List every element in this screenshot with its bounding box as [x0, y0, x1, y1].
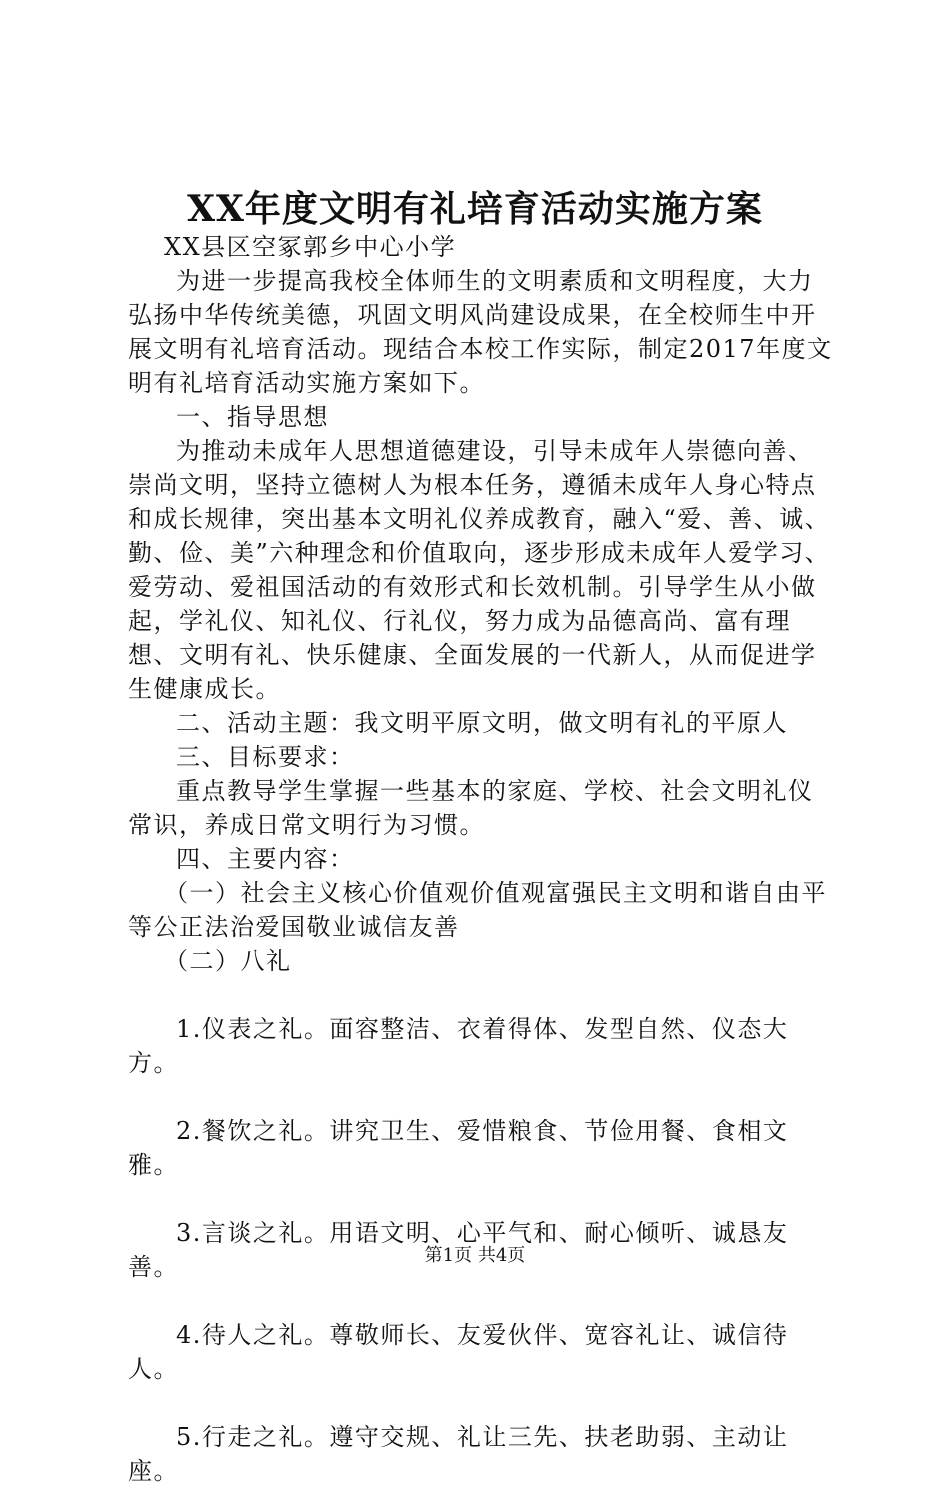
intro-paragraph: 为进一步提高我校全体师生的文明素质和文明程度，大力弘扬中华传统美德，巩固文明风尚建设成果，在全校师生中开展文明有礼培育活动。现结合本校工作实际，制定2017年度文明有礼培育活动实施方案如下。: [128, 267, 833, 397]
etiquette-item: 5.行走之礼。遵守交规、礼让三先、扶老助弱、主动让座。: [128, 1423, 789, 1485]
etiquette-item: 3.言谈之礼。用语文明、心平气和、耐心倾听、诚恳友善。: [128, 1219, 789, 1281]
etiquette-item: 1.仪表之礼。面容整洁、衣着得体、发型自然、仪态大方。: [128, 1015, 789, 1077]
subsection-eight-etiquettes: （二）八礼: [164, 947, 292, 975]
school-name: XX县区空冢郭乡中心小学: [164, 233, 457, 261]
goals-paragraph: 重点教导学生掌握一些基本的家庭、学校、社会文明礼仪常识，养成日常文明行为习惯。: [128, 777, 814, 839]
section-heading-goals: 三、目标要求：: [176, 743, 355, 771]
document-title: XX年度文明有礼培育活动实施方案: [187, 188, 763, 230]
guiding-thought-paragraph: 为推动未成年人思想道德建设，引导未成年人崇德向善、崇尚文明，坚持立德树人为根本任务，遵循未成年人身心特点和成长规律，突出基本文明礼仪养成教育，融入“爱、善、诚、勤、俭、美”六种理念和价值取向，逐步形成未成年人爱学习、爱劳动、爱祖国活动的有效形式和长效机制。引导学生从小做起，学礼仪、知礼仪、行礼仪，努力成为品德高尚、富有理想、文明有礼、快乐健康、全面发展的一代新人，从而促进学生健康成长。: [128, 437, 831, 703]
section-heading-main-content: 四、主要内容：: [176, 845, 355, 873]
document-body: [128, 230, 836, 1488]
section-activity-theme: 二、活动主题：我文明平原文明，做文明有礼的平原人: [176, 709, 788, 737]
subsection-core-values: （一）社会主义核心价值观价值观富强民主文明和谐自由平等公正法治爱国敬业诚信友善: [128, 879, 827, 941]
etiquette-item: 2.餐饮之礼。讲究卫生、爱惜粮食、节俭用餐、食相文雅。: [128, 1117, 789, 1179]
section-heading-guiding-thought: 一、指导思想: [176, 403, 329, 431]
etiquette-item: 4.待人之礼。尊敬师长、友爱伙伴、宽容礼让、诚信待人。: [128, 1321, 789, 1383]
page-footer: 第1页 共4页: [424, 1245, 526, 1266]
